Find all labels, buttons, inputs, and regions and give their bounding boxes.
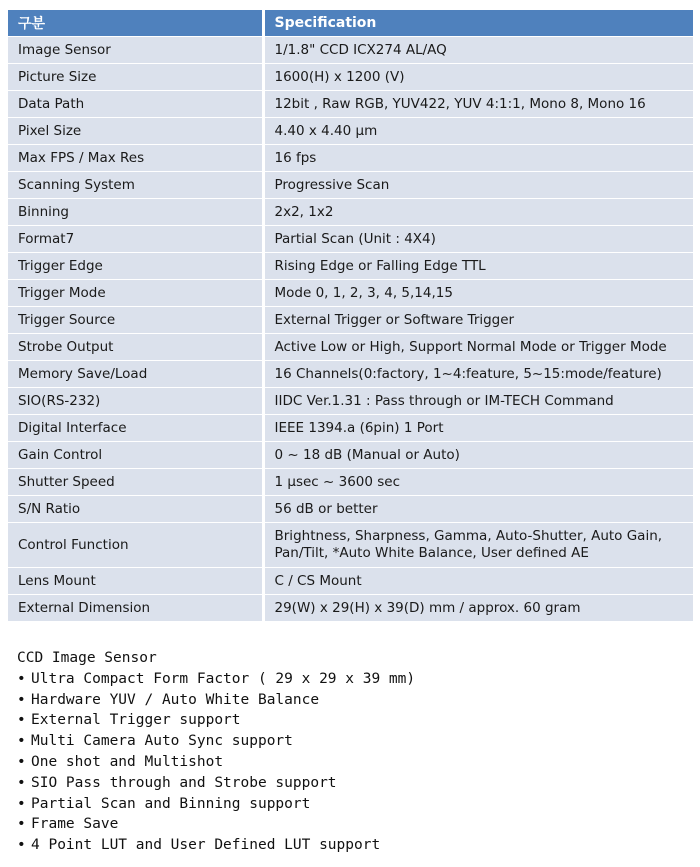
table-row [8, 253, 693, 280]
header-category: 구분 [8, 10, 263, 37]
spec-value: 56 dB or better [263, 496, 693, 523]
table-row [8, 37, 693, 64]
spec-value: 0 ~ 18 dB (Manual or Auto) [263, 442, 693, 469]
spec-value: IIDC Ver.1.31 : Pass through or IM-TECH Command [263, 388, 693, 415]
spec-value: 1 μsec ~ 3600 sec [263, 469, 693, 496]
spec-value: Mode 0, 1, 2, 3, 4, 5,14,15 [263, 280, 693, 307]
table-header-row [8, 10, 693, 37]
spec-value: Active Low or High, Support Normal Mode or Trigger Mode [263, 334, 693, 361]
table-row [8, 172, 693, 199]
spec-value: 29(W) x 29(H) x 39(D) mm / approx. 60 gram [263, 595, 693, 622]
spec-value: Partial Scan (Unit : 4X4) [263, 226, 693, 253]
table-row [8, 199, 693, 226]
spec-label: S/N Ratio [8, 496, 263, 523]
table-row [8, 334, 693, 361]
spec-label: Shutter Speed [8, 469, 263, 496]
spec-label: Trigger Source [8, 307, 263, 334]
spec-label: Pixel Size [8, 118, 263, 145]
bullet-icon: • [17, 837, 26, 854]
spec-label: Format7 [8, 226, 263, 253]
table-row [8, 118, 693, 145]
spec-value: 16 fps [263, 145, 693, 172]
bullet-icon: • [17, 753, 26, 770]
spec-value: IEEE 1394.a (6pin) 1 Port [263, 415, 693, 442]
table-row [8, 442, 693, 469]
spec-label: Scanning System [8, 172, 263, 199]
spec-value: 12bit , Raw RGB, YUV422, YUV 4:1:1, Mono 8, Mono 16 [263, 91, 693, 118]
bullet-icon: • [17, 670, 26, 687]
feature-items [17, 669, 415, 856]
list-item [17, 794, 415, 815]
bullet-icon: • [17, 816, 26, 833]
bullet-icon: • [17, 691, 26, 708]
table-row [8, 280, 693, 307]
spec-label: External Dimension [8, 595, 263, 622]
feature-text: Ultra Compact Form Factor ( 29 x 29 x 39 mm) [31, 670, 416, 687]
spec-label: Gain Control [8, 442, 263, 469]
table-row [8, 145, 693, 172]
table-row [8, 307, 693, 334]
spec-label: Picture Size [8, 64, 263, 91]
list-item [17, 814, 415, 835]
table-row [8, 361, 693, 388]
feature-text: External Trigger support [31, 712, 241, 729]
spec-label: Strobe Output [8, 334, 263, 361]
feature-text: One shot and Multishot [31, 753, 224, 770]
header-specification: Specification [263, 10, 693, 37]
table-row [8, 64, 693, 91]
feature-heading: CCD Image Sensor [17, 650, 157, 666]
bullet-icon: • [17, 795, 26, 812]
spec-table-body [8, 37, 693, 622]
feature-text: Frame Save [31, 816, 119, 833]
spec-label: Max FPS / Max Res [8, 145, 263, 172]
spec-label: Trigger Edge [8, 253, 263, 280]
spec-label: Digital Interface [8, 415, 263, 442]
spec-value: C / CS Mount [263, 568, 693, 595]
spec-label: Binning [8, 199, 263, 226]
list-item [17, 752, 415, 773]
spec-label: Trigger Mode [8, 280, 263, 307]
spec-label: SIO(RS-232) [8, 388, 263, 415]
list-item [17, 690, 415, 711]
spec-value: Progressive Scan [263, 172, 693, 199]
feature-text: SIO Pass through and Strobe support [31, 774, 337, 791]
table-row [8, 523, 693, 568]
list-item [17, 773, 415, 794]
spec-label: Lens Mount [8, 568, 263, 595]
spec-value: External Trigger or Software Trigger [263, 307, 693, 334]
list-item [17, 731, 415, 752]
table-row [8, 388, 693, 415]
feature-list [17, 648, 415, 856]
spec-label: Memory Save/Load [8, 361, 263, 388]
spec-value: Brightness, Sharpness, Gamma, Auto-Shutter, Auto Gain, Pan/Tilt, *Auto White Balance, User defined AE [263, 523, 693, 568]
table-row [8, 415, 693, 442]
table-row [8, 226, 693, 253]
spec-label: Control Function [8, 523, 263, 568]
list-item [17, 669, 415, 690]
bullet-icon: • [17, 774, 26, 791]
bullet-icon: • [17, 733, 26, 750]
spec-value: 1/1.8" CCD ICX274 AL/AQ [263, 37, 693, 64]
spec-label: Data Path [8, 91, 263, 118]
table-row [8, 469, 693, 496]
list-item [17, 710, 415, 731]
feature-text: Partial Scan and Binning support [31, 795, 311, 812]
spec-value: Rising Edge or Falling Edge TTL [263, 253, 693, 280]
bullet-icon: • [17, 712, 26, 729]
spec-value: 16 Channels(0:factory, 1~4:feature, 5~15:mode/feature) [263, 361, 693, 388]
table-row [8, 595, 693, 622]
feature-text: Hardware YUV / Auto White Balance [31, 691, 320, 708]
feature-text: 4 Point LUT and User Defined LUT support [31, 837, 381, 854]
spec-value: 1600(H) x 1200 (V) [263, 64, 693, 91]
feature-text: Multi Camera Auto Sync support [31, 733, 293, 750]
table-row [8, 568, 693, 595]
spec-value: 4.40 x 4.40 μm [263, 118, 693, 145]
table-row [8, 496, 693, 523]
list-item [17, 835, 415, 856]
spec-table [8, 10, 693, 621]
spec-value: 2x2, 1x2 [263, 199, 693, 226]
spec-label: Image Sensor [8, 37, 263, 64]
table-row [8, 91, 693, 118]
